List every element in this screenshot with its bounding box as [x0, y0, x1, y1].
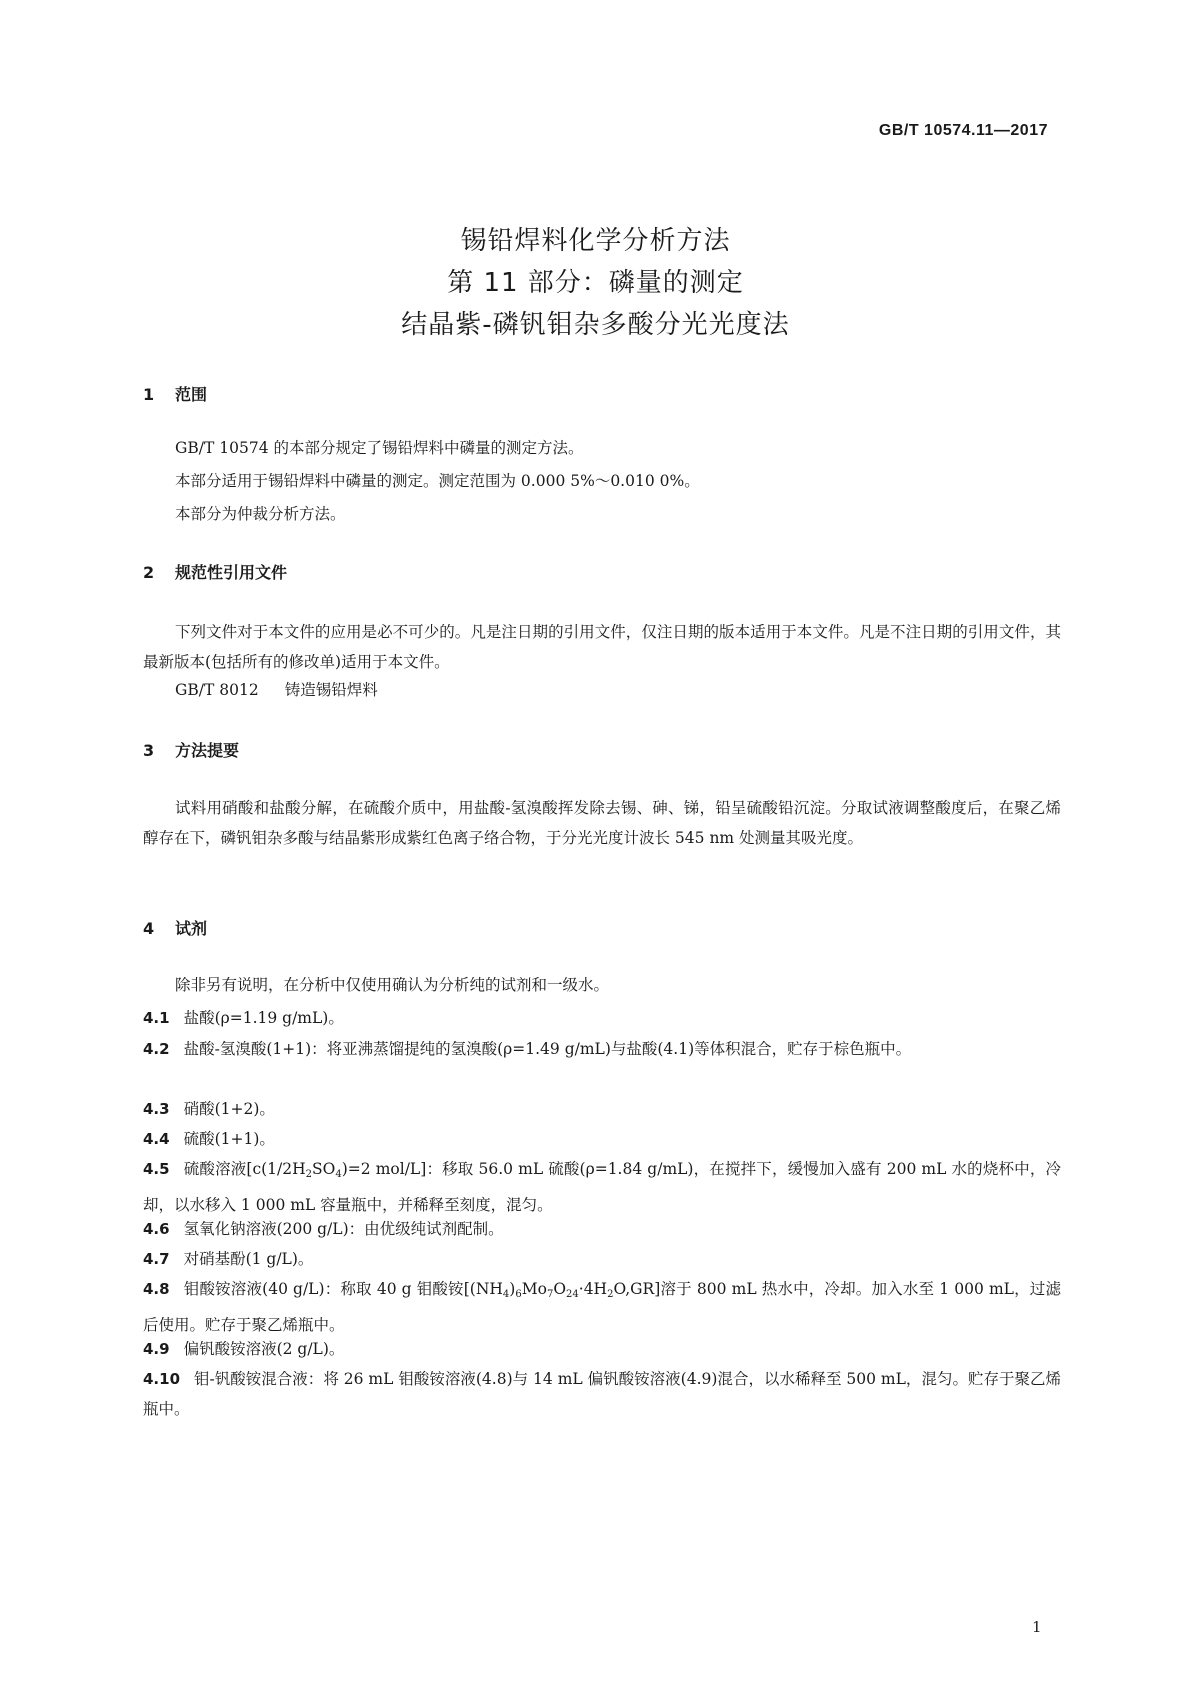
subscript: 6	[515, 1289, 522, 1300]
section-2-paragraph-1: 下列文件对于本文件的应用是必不可少的。凡是注日期的引用文件，仅注日期的版本适用于本文件。凡是不注日期的引用文件，其最新版本(包括所有的修改单)适用于本文件。	[143, 623, 1061, 671]
page-number: 1	[1032, 1618, 1042, 1636]
item-id: 4.6	[143, 1220, 170, 1238]
standard-code: GB/T 10574.11—2017	[878, 122, 1048, 139]
section-2-heading	[143, 560, 287, 583]
item-text: 硝酸(1+2)。	[183, 1100, 275, 1118]
subscript: 2	[305, 1169, 313, 1180]
reagent-item	[143, 1364, 1061, 1424]
item-text: 偏钒酸铵溶液(2 g/L)。	[183, 1340, 345, 1358]
item-id: 4.9	[143, 1340, 170, 1358]
section-1-paragraph-3: 本部分为仲裁分析方法。	[175, 505, 346, 523]
title-line-3: 结晶紫-磷钒钼杂多酸分光光度法	[401, 310, 790, 340]
reagent-item	[143, 1214, 1061, 1244]
reagent-item	[143, 1034, 1061, 1064]
item-text: Mo	[521, 1280, 547, 1298]
section-number: 1	[143, 385, 155, 404]
item-text: 对硝基酚(1 g/L)。	[183, 1250, 314, 1268]
reference-title: 铸造锡铅焊料	[284, 681, 378, 699]
item-id: 4.10	[143, 1370, 181, 1388]
subscript: 2	[607, 1289, 614, 1300]
item-text: 钼-钒酸铵混合液：将 26 mL 钼酸铵溶液(4.8)与 14 mL 偏钒酸铵溶液(4.9)混合，以水稀释至 500 mL，混匀。贮存于聚乙烯瓶中。	[143, 1370, 1061, 1418]
section-4-intro: 除非另有说明，在分析中仅使用确认为分析纯的试剂和一级水。	[175, 976, 610, 994]
item-text: 盐酸(ρ=1.19 g/mL)。	[183, 1009, 344, 1027]
item-text: 盐酸-氢溴酸(1+1)：将亚沸蒸馏提纯的氢溴酸(ρ=1.49 g/mL)与盐酸(4.1)等体积混合，贮存于棕色瓶中。	[183, 1040, 912, 1058]
section-4-heading	[143, 916, 207, 939]
reagent-item	[143, 1334, 1061, 1364]
document-title	[0, 220, 1191, 346]
section-1-paragraph-2: 本部分适用于锡铅焊料中磷量的测定。测定范围为 0.000 5%～0.010 0%。	[175, 472, 700, 490]
section-3-heading	[143, 738, 239, 761]
reference-code: GB/T 8012	[175, 681, 259, 699]
title-line-1: 锡铅焊料化学分析方法	[460, 226, 731, 256]
item-text: O	[553, 1280, 567, 1298]
item-text: 硫酸溶液[c(1/2H	[183, 1160, 306, 1178]
section-number: 2	[143, 563, 155, 582]
reagent-item	[143, 1154, 1061, 1220]
subscript: 4	[502, 1289, 510, 1300]
item-id: 4.7	[143, 1250, 170, 1268]
section-title: 规范性引用文件	[175, 563, 288, 582]
subscript: 7	[546, 1289, 554, 1300]
subscript: 24	[566, 1289, 579, 1300]
item-text: 氢氧化钠溶液(200 g/L)：由优级纯试剂配制。	[183, 1220, 504, 1238]
item-id: 4.3	[143, 1100, 170, 1118]
item-text: 钼酸铵溶液(40 g/L)：称取 40 g 钼酸铵[(NH	[183, 1280, 503, 1298]
section-title: 范围	[175, 385, 208, 404]
reagent-item	[143, 1274, 1061, 1340]
item-id: 4.2	[143, 1040, 170, 1058]
section-title: 试剂	[175, 919, 208, 938]
section-title: 方法提要	[175, 741, 240, 760]
item-id: 4.1	[143, 1009, 170, 1027]
item-id: 4.8	[143, 1280, 170, 1298]
item-text: SO	[312, 1160, 336, 1178]
subscript: 4	[335, 1169, 342, 1180]
section-number: 4	[143, 919, 155, 938]
item-text: 硫酸(1+1)。	[183, 1130, 275, 1148]
item-id: 4.5	[143, 1160, 170, 1178]
item-text: ·4H	[578, 1280, 608, 1298]
section-1-paragraph-1: GB/T 10574 的本部分规定了锡铅焊料中磷量的测定方法。	[175, 439, 584, 457]
item-id: 4.4	[143, 1130, 170, 1148]
item-text: O,GR]溶于 800 mL 热水中，冷却。加入水至 1 000 mL，过滤后使用。贮存于聚乙烯瓶中。	[143, 1280, 1061, 1334]
title-line-2: 第 11 部分：磷量的测定	[447, 268, 744, 298]
item-text: )=2 mol/L]：移取 56.0 mL 硫酸(ρ=1.84 g/mL)，在搅拌下，缓慢加入盛有 200 mL 水的烧杯中，冷却，以水移入 1 000 mL 容量瓶中，并稀释至刻度，混匀。	[143, 1160, 1061, 1214]
normative-reference	[143, 675, 1061, 705]
section-number: 3	[143, 741, 155, 760]
reagent-item	[143, 1124, 1061, 1154]
section-1-heading	[143, 382, 207, 405]
reagent-item	[143, 1094, 1061, 1124]
reagent-item	[143, 1003, 1061, 1033]
reagent-item	[143, 1244, 1061, 1274]
item-text: )	[509, 1280, 516, 1298]
section-3-paragraph-1: 试料用硝酸和盐酸分解，在硫酸介质中，用盐酸-氢溴酸挥发除去锡、砷、锑，铅呈硫酸铅沉淀。分取试液调整酸度后，在聚乙烯醇存在下，磷钒钼杂多酸与结晶紫形成紫红色离子络合物，于分光光度计波长 545 nm 处测量其吸光度。	[143, 799, 1061, 847]
